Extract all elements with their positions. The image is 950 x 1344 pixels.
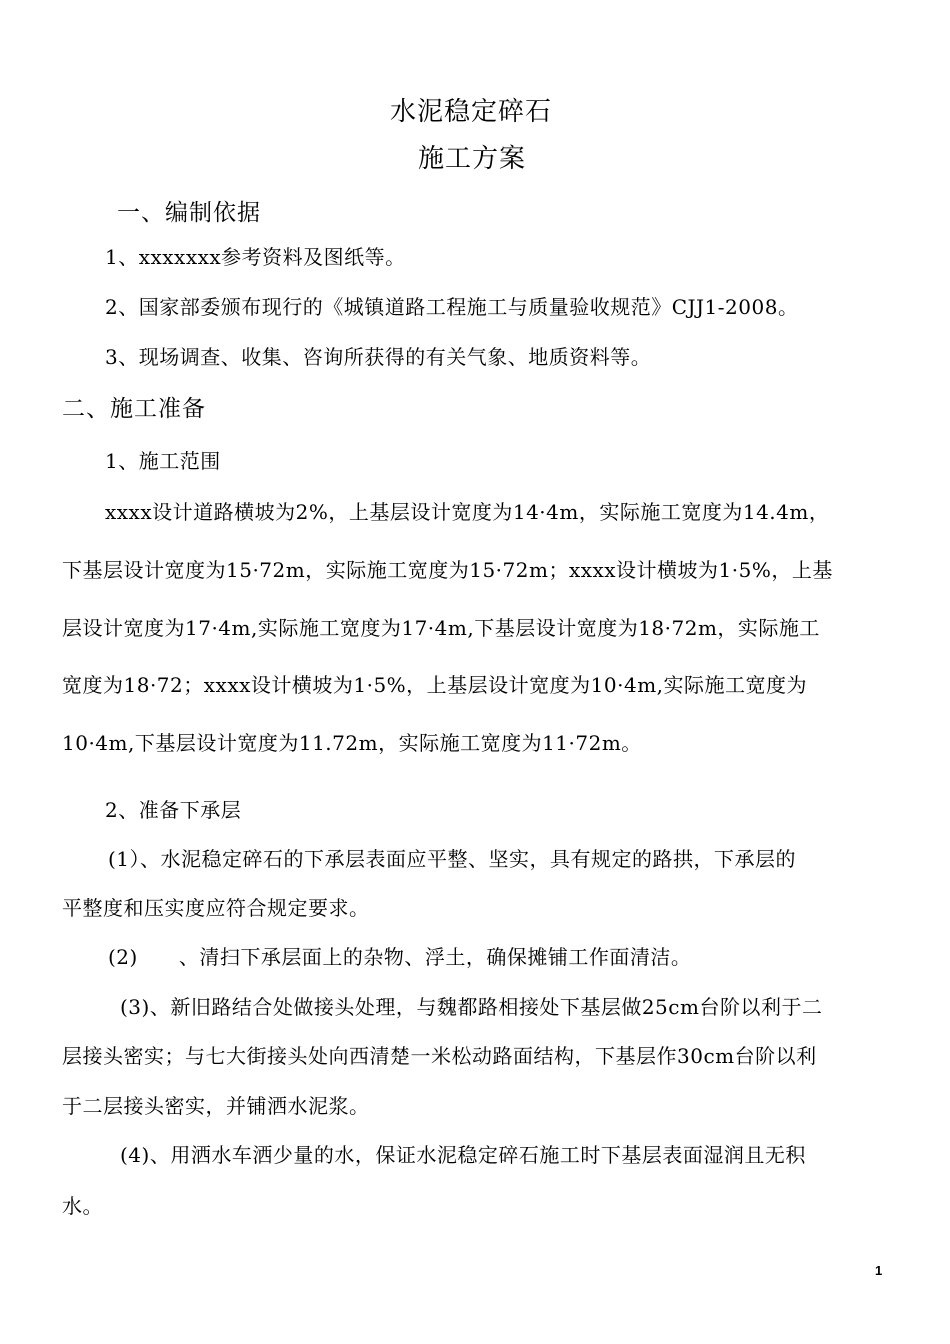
basis-item-1: 1、xxxxxxx参考资料及图纸等。 <box>105 245 406 269</box>
document-title-line2: 施工方案 <box>418 144 527 174</box>
basis-item-2: 2、国家部委颁布现行的《城镇道路工程施工与质量验收规范》CJJ1-2008。 <box>105 295 799 319</box>
section-heading-preparation: 二、施工准备 <box>62 396 206 422</box>
document-title-line1: 水泥稳定碎石 <box>390 97 553 127</box>
section-heading-basis: 一、编制依据 <box>117 200 261 226</box>
scope-paragraph-line: 层设计宽度为17·4m,实际施工宽度为17·4m,下基层设计宽度为18·72m，实际施工 <box>62 616 820 640</box>
base-layer-paragraph-line: 水。 <box>62 1194 103 1218</box>
base-layer-paragraph-line: 层接头密实；与七大街接头处向西清楚一米松动路面结构，下基层作30cm台阶以利 <box>62 1044 817 1068</box>
base-layer-paragraph-line: (3)、新旧路结合处做接头处理，与魏都路相接处下基层做25cm台阶以利于二 <box>120 995 823 1019</box>
scope-paragraph-line: 宽度为18·72；xxxx设计横坡为1·5%，上基层设计宽度为10·4m,实际施工宽度为 <box>62 673 808 697</box>
subsection-heading-base-layer: 2、准备下承层 <box>105 798 242 822</box>
scope-paragraph-line: 下基层设计宽度为15·72m，实际施工宽度为15·72m；xxxx设计横坡为1·5%，上基 <box>62 558 833 582</box>
basis-item-3: 3、现场调查、收集、咨询所获得的有关气象、地质资料等。 <box>105 345 652 369</box>
base-layer-paragraph-line: (1）、水泥稳定碎石的下承层表面应平整、坚实，具有规定的路拱，下承层的 <box>108 847 797 871</box>
base-layer-paragraph-line: 平整度和压实度应符合规定要求。 <box>62 896 370 920</box>
base-layer-paragraph-line: 于二层接头密实，并铺洒水泥浆。 <box>62 1094 370 1118</box>
page-number: 1 <box>875 1263 883 1278</box>
scope-paragraph-line: xxxx设计道路横坡为2%，上基层设计宽度为14·4m，实际施工宽度为14.4m， <box>105 500 830 524</box>
base-layer-paragraph-line: (4)、用洒水车洒少量的水，保证水泥稳定碎石施工时下基层表面湿润且无积 <box>120 1143 806 1167</box>
subsection-heading-scope: 1、施工范围 <box>105 449 221 473</box>
scope-paragraph-line: 10·4m,下基层设计宽度为11.72m，实际施工宽度为11·72m。 <box>62 731 642 755</box>
base-layer-paragraph-line: (2) 、清扫下承层面上的杂物、浮土，确保摊铺工作面清洁。 <box>108 945 692 969</box>
